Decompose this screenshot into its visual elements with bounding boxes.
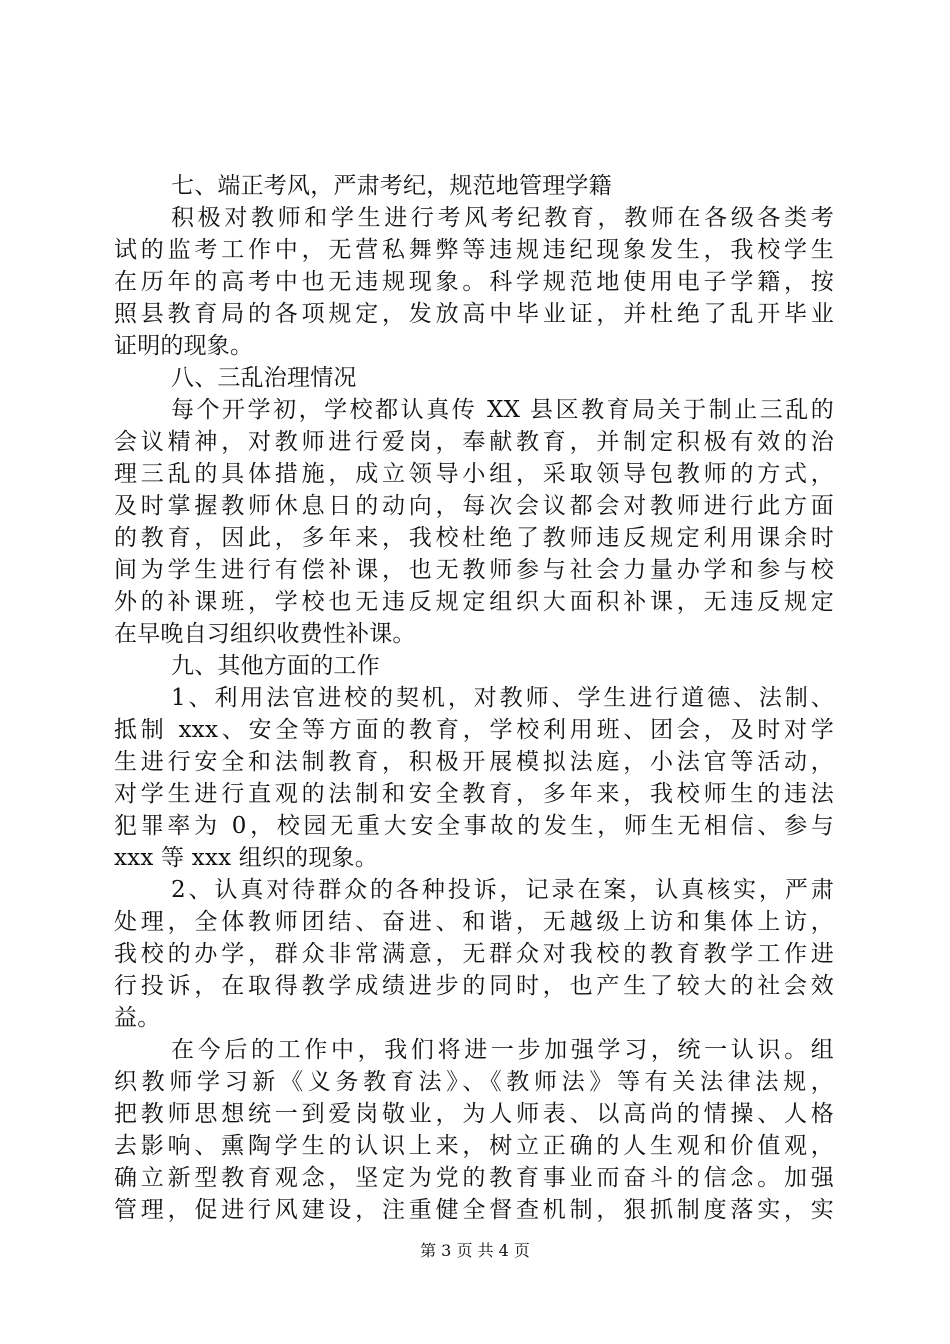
paragraph-line: 在今后的工作中，我们将进一步加强学习，统一认识。组: [171, 1037, 834, 1063]
paragraph-line: xxx 等 xxx 组织的现象。: [114, 845, 378, 871]
paragraph-line: 处理，全体教师团结、奋进、和谐，无越级上访和集体上访，: [114, 909, 834, 935]
paragraph-line: 间为学生进行有偿补课，也无教师参与社会力量办学和参与校: [114, 557, 834, 583]
page-number-footer: 第 3 页 共 4 页: [420, 1241, 530, 1260]
paragraph-line: 行投诉，在取得教学成绩进步的同时，也产生了较大的社会效: [114, 973, 834, 999]
paragraph-line: 在早晚自习组织收费性补课。: [114, 621, 416, 647]
paragraph-line: 管理，促进行风建设，注重健全督查机制，狠抓制度落实，实: [114, 1197, 834, 1223]
paragraph-line: 去影响、熏陶学生的认识上来，树立正确的人生观和价值观，: [114, 1133, 834, 1159]
paragraph-line: 每个开学初，学校都认真传 XX 县区教育局关于制止三乱的: [171, 397, 834, 423]
paragraph-line: 及时掌握教师休息日的动向，每次会议都会对教师进行此方面: [114, 493, 834, 519]
section-heading-9: 九、其他方面的工作: [171, 653, 380, 679]
paragraph-line: 照县教育局的各项规定，发放高中毕业证，并杜绝了乱开毕业: [114, 301, 834, 327]
paragraph-line: 试的监考工作中，无营私舞弊等违规违纪现象发生，我校学生: [114, 237, 834, 263]
paragraph-line: 确立新型教育观念，坚定为党的教育事业而奋斗的信念。加强: [114, 1165, 834, 1191]
paragraph-line: 积极对教师和学生进行考风考纪教育，教师在各级各类考: [171, 205, 834, 231]
document-body: [114, 170, 834, 1226]
paragraph-line: 外的补课班，学校也无违反规定组织大面积补课，无违反规定: [114, 589, 834, 615]
paragraph-line: 2、认真对待群众的各种投诉，记录在案，认真核实，严肃: [171, 877, 834, 903]
paragraph-line: 1、利用法官进校的契机，对教师、学生进行道德、法制、: [171, 685, 834, 711]
paragraph-line: 生进行安全和法制教育，积极开展模拟法庭，小法官等活动，: [114, 749, 834, 775]
paragraph-line: 的教育，因此，多年来，我校杜绝了教师违反规定利用课余时: [114, 525, 834, 551]
paragraph-line: 在历年的高考中也无违规现象。科学规范地使用电子学籍，按: [114, 269, 834, 295]
paragraph-line: 抵制 xxx、安全等方面的教育，学校利用班、团会，及时对学: [114, 717, 834, 743]
paragraph-line: 对学生进行直观的法制和安全教育，多年来，我校师生的违法: [114, 781, 834, 807]
section-heading-7: 七、端正考风，严肃考纪，规范地管理学籍: [171, 173, 612, 199]
paragraph-line: 理三乱的具体措施，成立领导小组，采取领导包教师的方式，: [114, 461, 834, 487]
section-heading-8: 八、三乱治理情况: [171, 365, 357, 391]
paragraph-line: 我校的办学，群众非常满意，无群众对我校的教育教学工作进: [114, 941, 834, 967]
paragraph-line: 犯罪率为 0，校园无重大安全事故的发生，师生无相信、参与: [114, 813, 834, 839]
paragraph-line: 把教师思想统一到爱岗敬业，为人师表、以高尚的情操、人格: [114, 1101, 834, 1127]
paragraph-line: 证明的现象。: [114, 333, 254, 359]
paragraph-line: 会议精神，对教师进行爱岗，奉献教育，并制定积极有效的治: [114, 429, 834, 455]
paragraph-line: 织教师学习新《义务教育法》、《教师法》等有关法律法规，: [114, 1069, 834, 1095]
paragraph-line: 益。: [114, 1005, 161, 1031]
